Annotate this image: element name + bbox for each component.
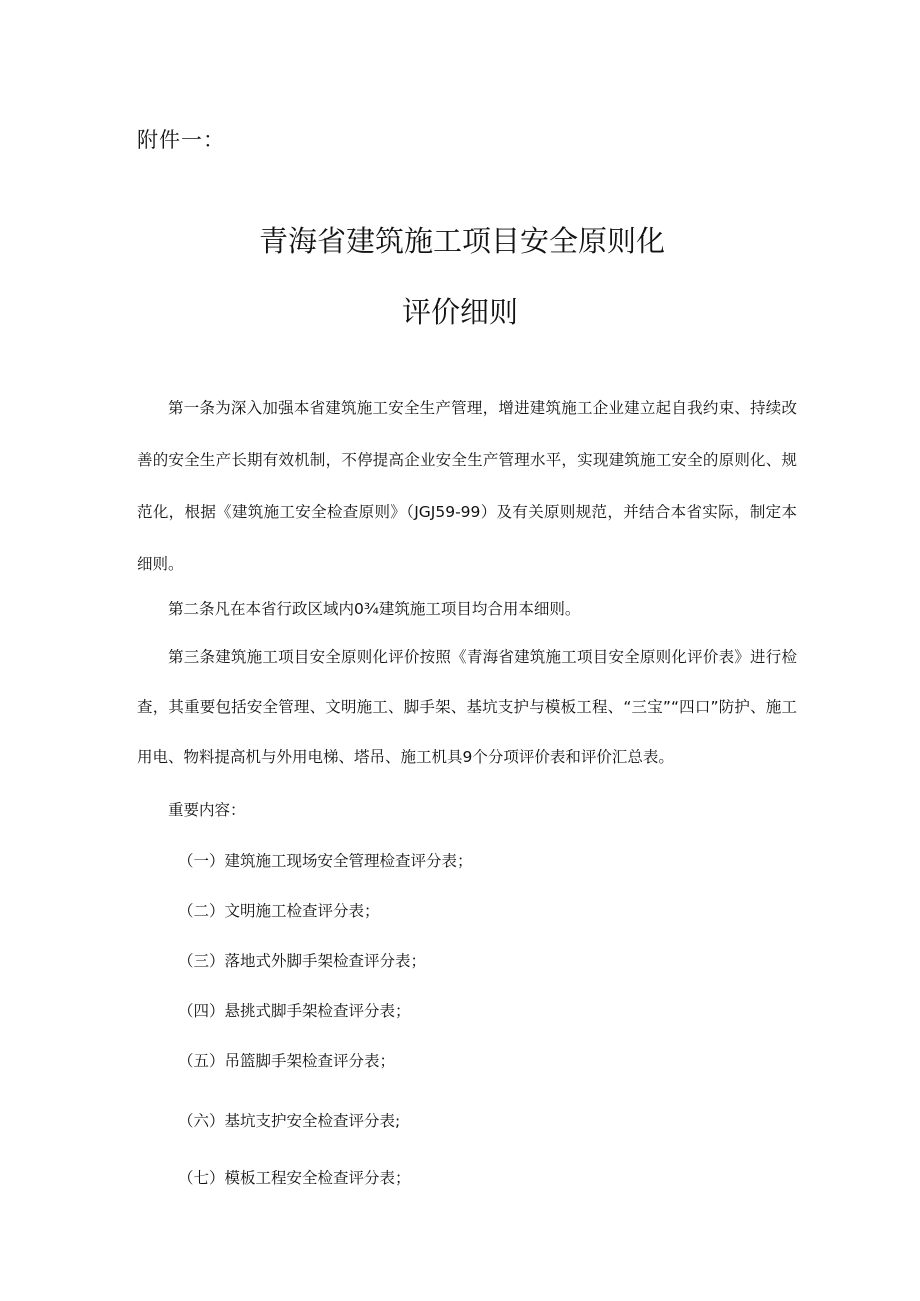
contents-item: （六）基坑支护安全检查评分表;: [178, 1112, 401, 1130]
attachment-label: 附件一：: [137, 128, 225, 152]
contents-label: 重要内容：: [168, 801, 246, 819]
contents-item: （三）落地式外脚手架检查评分表；: [178, 952, 427, 970]
contents-item: （二）文明施工检查评分表；: [178, 902, 380, 920]
contents-item: （四）悬挑式脚手架检查评分表；: [178, 1002, 411, 1020]
contents-item: （七）模板工程安全检查评分表；: [178, 1169, 411, 1187]
article-1-paragraph: 第一条为深入加强本省建筑施工安全生产管理，增进建筑施工企业建立起自我约束、持续改善的安全生产长期有效机制，不停提高企业安全生产管理水平，实现建筑施工安全的原则化、规范化，根据《建筑施工安全检查原则》（JGJ59-99）及有关原则规范，并结合本省实际，制定本细则。: [137, 399, 797, 573]
contents-item: （五）吊篮脚手架检查评分表；: [178, 1052, 396, 1070]
document-title-line-1: 青海省建筑施工项目安全原则化: [258, 224, 665, 258]
article-2-paragraph: 第二条凡在本省行政区域内0¾建筑施工项目均合用本细则。: [168, 600, 581, 618]
article-3-paragraph: 第三条建筑施工项目安全原则化评价按照《青海省建筑施工项目安全原则化评价表》进行检查，其重要包括安全管理、文明施工、脚手架、基坑支护与模板工程、“三宝”“四口”防护、施工用电、物料提高机与外用电梯、塔吊、施工机具9个分项评价表和评价汇总表。: [137, 648, 797, 766]
contents-item: （一）建筑施工现场安全管理检查评分表；: [178, 852, 473, 870]
document-title-line-2: 评价细则: [401, 295, 518, 329]
